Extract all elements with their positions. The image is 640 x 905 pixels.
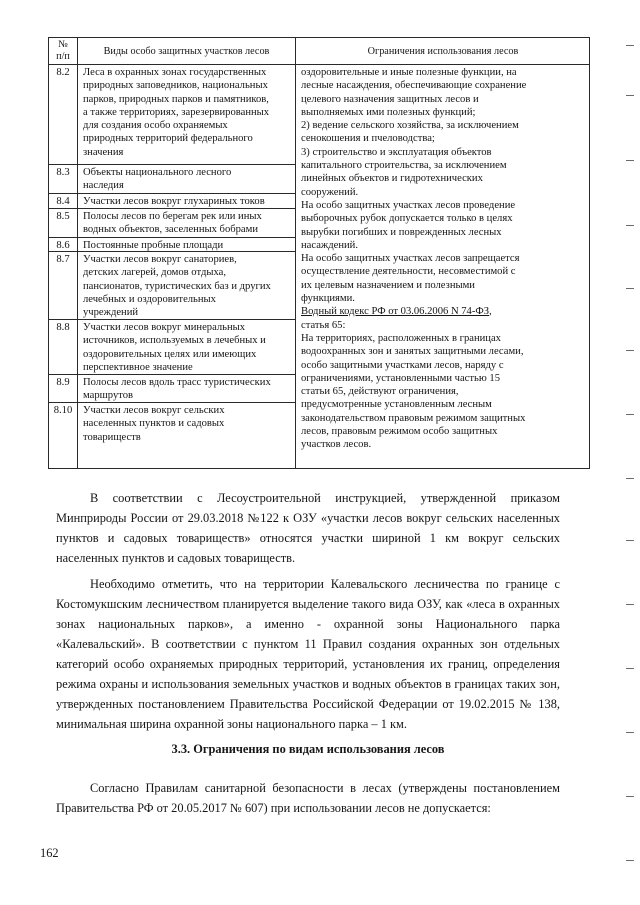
row-type: Участки лесов вокруг санаториев, детских лагерей, домов отдыха, пансионатов, туристических баз и других лечебных и оздоровительных учреждений (83, 254, 271, 319)
row-number: 8.6 (56, 240, 70, 251)
row-number: 8.5 (56, 211, 70, 222)
row-number: 8.8 (56, 322, 70, 333)
restriction-body: оздоровительные и иные полезные функции, на лесные насаждения, обеспечивающие сохранение целевого назначения защитных лесов и выполняемых ими полезных функций; 2) ведение сельского хозяйства, за исключением сенокошения и пчеловодства; 3) строительство и эксплуатация объектов капитального строительства, за исключением линейных объектов и гидротехнических сооружений. На особо защитных участках лесов проведение выборочных рубок допускается только в целях вырубки погибших и поврежденных лесных насаждений. На особо защитных участках лесов запрещается осуществление деятельности, несовместимой с их целевым назначением и полезными функциями. (301, 67, 527, 305)
row-type: Постоянные пробные площади (83, 240, 224, 251)
row-type: Полосы лесов по берегам рек или иных водных объектов, заселенных бобрами (83, 211, 262, 236)
row-number: 8.10 (53, 405, 73, 416)
page-number: 162 (40, 846, 59, 860)
row-divider (49, 237, 295, 238)
row-type: Объекты национального лесного наследия (83, 167, 232, 192)
scan-mark (626, 160, 634, 161)
paragraph-1: В соответствии с Лесоустроительной инструкцией, утвержденной приказом Минприроды России от 29.03.2018 №122 к ОЗУ «участки лесов вокруг сельских населенных пунктов и садовых товариществ» относятся участки шириной 1 км вокруг сельских населенных пунктов и садовых товариществ. (56, 491, 560, 565)
row-number: 8.4 (56, 196, 70, 207)
header-divider (49, 64, 589, 65)
column-divider (77, 38, 78, 468)
paragraph-2: Необходимо отметить, что на территории Калевальского лесничества по границе с Костомукшским лесничеством планируется выделение такого вида ОЗУ, как «леса в охранных зонах национальных парков», а именно - охранной зоны Национального парка «Калевальский». В соответствии с пунктом 11 Правил создания охранных зон отдельных категорий особо охраняемых природных территорий, установления их границ, определения режима охраны и использования земельных участков и водных объектов в границах таких зон, утвержденных постановлением Правительства Российской Федерации от 19.02.2015 № 138, минимальная ширина охранной зоны национального парка – 1 км. (56, 577, 560, 731)
header-restriction: Ограничения использования лесов (367, 46, 519, 57)
scan-mark (626, 225, 634, 226)
scan-mark (626, 860, 634, 861)
row-divider (49, 193, 295, 194)
restrictions-table (48, 37, 590, 469)
row-type: Участки лесов вокруг минеральных источников, используемых в лечебных и оздоровительных целях или имеющих перспективное значение (83, 322, 266, 373)
row-type: Полосы лесов вдоль трасс туристических маршрутов (83, 377, 271, 402)
row-number: 8.9 (56, 377, 70, 388)
header-num: № п/п (56, 39, 70, 62)
section-heading: 3.3. Ограничения по видам использования лесов (171, 742, 445, 756)
row-divider (49, 164, 295, 165)
row-number: 8.7 (56, 254, 70, 265)
header-type: Виды особо защитных участков лесов (103, 46, 270, 57)
row-number: 8.2 (56, 67, 70, 78)
scan-mark (626, 478, 634, 479)
law-text: , статья 65: На территориях, расположенных в границах водоохранных зон и занятых защитными лесами, особо защитными участками лесов, наряду с ограничениями, установленными частью 15 статьи 65, действуют ограничения, предусмотренные установленным лесным законодательством правовым режимом защитных лесов, правовым режимом особо защитных участков лесов. (301, 306, 526, 451)
scan-mark (626, 668, 634, 669)
scan-mark (626, 45, 634, 46)
scan-mark (626, 414, 634, 415)
scan-mark (626, 95, 634, 96)
scan-mark (626, 350, 634, 351)
scan-mark (626, 796, 634, 797)
column-divider (295, 38, 296, 468)
scan-mark (626, 732, 634, 733)
scan-mark (626, 604, 634, 605)
paragraph-3: Согласно Правилам санитарной безопасности в лесах (утверждены постановлением Правительства РФ от 20.05.2017 № 607) при использовании лесов не допускается: (56, 781, 560, 815)
row-number: 8.3 (56, 167, 70, 178)
row-type: Леса в охранных зонах государственных природных заповедников, национальных парков, природных парков и памятников, а также территориях, зарезервированных для создания особо охраняемых природных территорий федерального значения (83, 67, 270, 158)
restriction-text (301, 66, 591, 466)
row-type: Участки лесов вокруг сельских населенных пунктов и садовых товариществ (83, 405, 225, 443)
scan-mark (626, 540, 634, 541)
law-link[interactable]: Водный кодекс РФ от 03.06.2006 N 74-ФЗ (301, 306, 490, 318)
scan-mark (626, 288, 634, 289)
row-type: Участки лесов вокруг глухариных токов (83, 196, 265, 207)
